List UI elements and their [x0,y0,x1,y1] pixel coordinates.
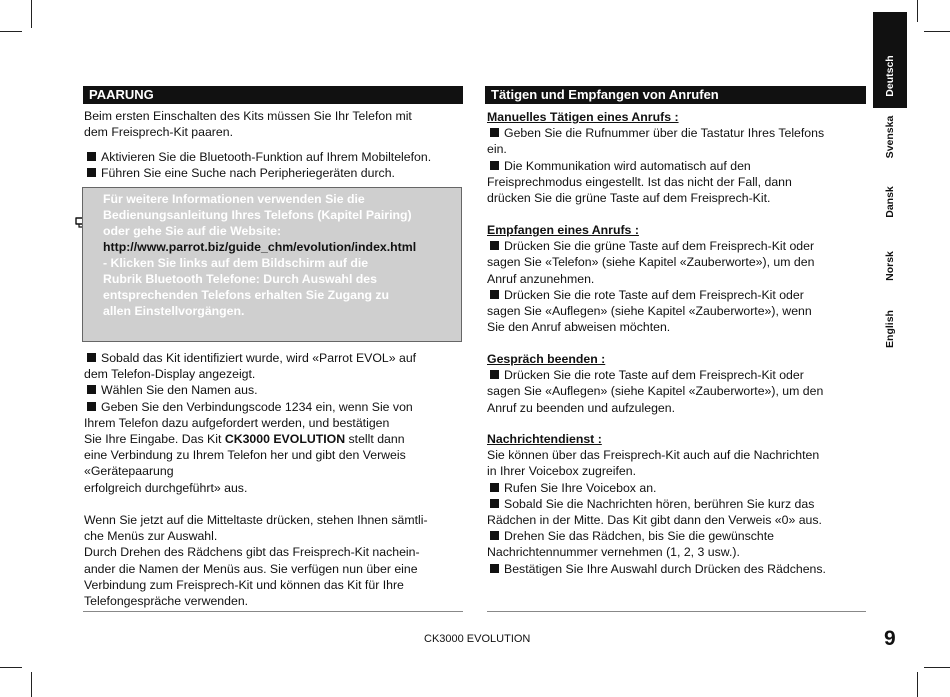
section-voicemail: Nachrichtendienst : Sie können über das Freisprech-Kit auch auf die Nachrichten in Ihrer Voicebox zugreifen. Rufen Sie Ihre Voicebox an. Sobald Sie die Nachrichten hören, berühren Sie kurz das Rädchen in der Mitte. Das Kit gibt dann den Verweis «0» aus. Drehen Sie das Rädchen, bis Sie die gewünschte Nachrichtennummer vernehmen (1, 2, 3 usw.). Bestätigen Sie Ihre Auswahl durch Drücken des Rädchens. [487,432,826,576]
page-number: 9 [884,627,896,650]
column-bottom-rule [83,611,463,612]
column-bottom-rule [487,611,866,612]
bullet-icon [490,483,499,492]
crop-mark [917,0,918,22]
crop-mark [924,667,950,668]
subheading: Manuelles Tätigen eines Anrufs : [487,110,679,124]
tab-norsk[interactable]: Norsk [884,251,896,281]
bullet-list-a [84,149,431,181]
bullet-icon [490,564,499,573]
bullet-icon [87,353,96,362]
footer-product-name: CK3000 EVOLUTION [424,633,531,645]
bullet-icon [490,241,499,250]
bullet-icon [490,290,499,299]
list-item: Führen Sie eine Suche nach Peripheriegeräten durch. [84,165,431,181]
subheading: Gespräch beenden : [487,352,606,366]
section-manual-call: Manuelles Tätigen eines Anrufs : Geben Sie die Rufnummer über die Tastatur Ihres Telefons ein. Die Kommunikation wird automatisch auf den Freisprechmodus eingestellt. Ist das nicht der Fall, dann drücken Sie die grüne Taste auf dem Freisprech-Kit. [487,110,825,206]
bullet-icon [490,531,499,540]
website-link[interactable]: http://www.parrot.biz/guide_chm/evolution/index.html [103,240,417,254]
section-end-call: Gespräch beenden : Drücken Sie die rote Taste auf dem Freisprech-Kit oder sagen Sie «Auflegen» (siehe Kapitel «Zauberworte»), um den Anruf zu beenden und aufzulegen. [487,352,824,415]
info-note-box: Für weitere Informationen verwenden Sie die Bedienungsanleitung Ihres Telefons (Kapitel Pairing) oder gehe Sie auf die Website: http://www.parrot.biz/guide_chm/evolution/index.html - Klicken Sie links auf dem Bildschirm auf die Rubrik Bluetooth Telefone: Durch Auswahl des entsprechenden Telefons erhalten Sie Zugang zu allen Einstellvorgängen. [82,187,462,342]
tab-svenska[interactable]: Svenska [884,115,896,159]
bullet-icon [87,402,96,411]
crop-mark [0,667,22,668]
crop-mark [31,0,32,28]
bullet-icon [87,385,96,394]
section-heading-calls: Tätigen und Empfangen von Anrufen [485,86,866,104]
tab-deutsch[interactable]: Deutsch [884,55,896,97]
list-item: Aktivieren Sie die Bluetooth-Funktion auf Ihrem Mobiltelefon. [84,149,431,165]
tab-english[interactable]: English [884,310,896,348]
subheading: Empfangen eines Anrufs : [487,223,639,237]
tab-dansk[interactable]: Dansk [884,186,896,218]
crop-mark [0,31,22,32]
crop-mark [31,672,32,697]
pairing-steps-paragraph: Sobald das Kit identifiziert wurde, wird «Parrot EVOL» auf dem Telefon-Display angezeigt. Wählen Sie den Namen aus. Geben Sie den Verbindungscode 1234 ein, wenn Sie von Ihrem Telefon dazu aufgefordert werden, und bestätigen Sie Ihre Eingabe. Das Kit CK3000 EVOLUTION stellt dann eine Verbindung zu Ihrem Telefon her und gibt den Verweis «Gerätepaarung erfolgreich durchgeführt» aus. [84,351,417,495]
section-heading-paarung: PAARUNG [83,86,463,104]
bullet-icon [87,152,96,161]
bullet-icon [490,128,499,137]
menu-usage-paragraph: Wenn Sie jetzt auf die Mitteltaste drücken, stehen Ihnen sämtli- che Menüs zur Auswahl. Durch Drehen des Rädchens gibt das Freisprech-Kit nachein- ander die Namen der Menüs aus. Sie verfügen nun über eine Verbindung zum Freisprech-Kit und können das Kit für Ihre Telefongespräche verwenden. [84,513,428,609]
intro-paragraph: Beim ersten Einschalten des Kits müssen Sie Ihr Telefon mit dem Freisprech-Kit paaren. [84,109,412,140]
section-receive-call: Empfangen eines Anrufs : Drücken Sie die grüne Taste auf dem Freisprech-Kit oder sagen Sie «Telefon» (siehe Kapitel «Zauberworte»), um den Anruf anzunehmen. Drücken Sie die rote Taste auf dem Freisprech-Kit oder sagen Sie «Auflegen» (siehe Kapitel «Zauberworte»), wenn Sie den Anruf abweisen möchten. [487,223,815,335]
bullet-icon [490,499,499,508]
subheading: Nachrichtendienst : [487,432,602,446]
bullet-icon [87,168,96,177]
bullet-icon [490,370,499,379]
bullet-icon [490,161,499,170]
crop-mark [924,31,950,32]
crop-mark [917,672,918,697]
